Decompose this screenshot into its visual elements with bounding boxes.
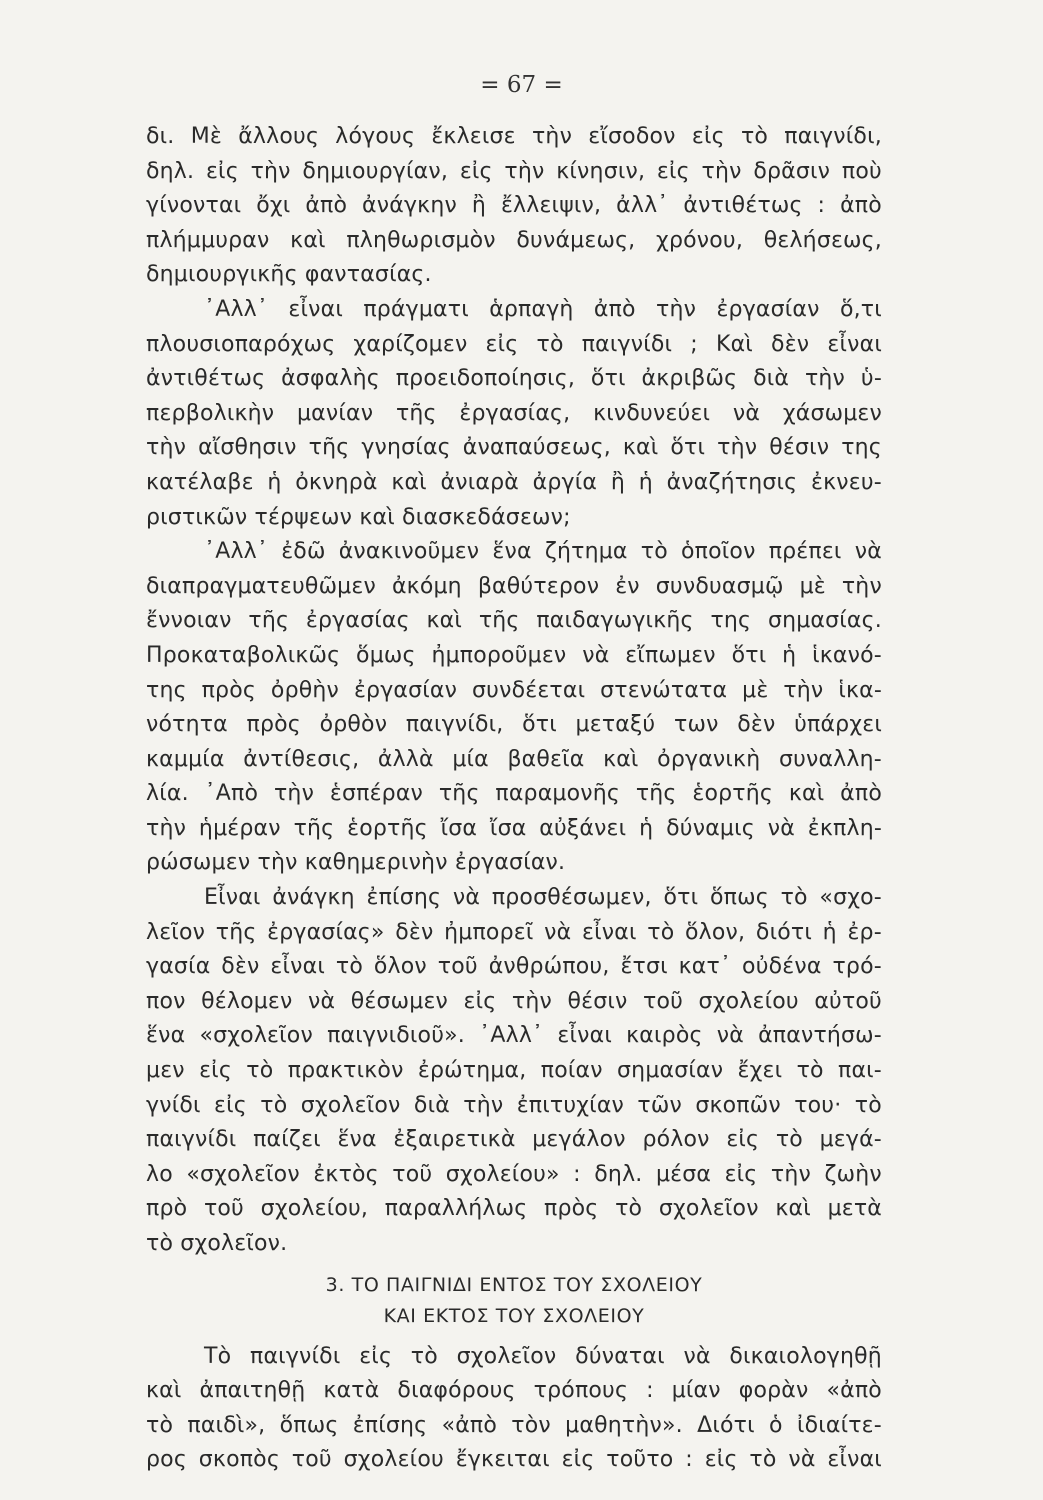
text-line: νότητα πρὸς ὀρθὸν παιγνίδι, ὅτι μεταξύ των δὲν ὑπάρχει [146,712,882,738]
text-line: ριστικῶν τέρψεων καὶ διασκεδάσεων; [146,504,571,530]
text-line: πλουσιοπαρόχως χαρίζομεν εἰς τὸ παιγνίδι ; Καὶ δὲν εἶναι [146,331,882,357]
text-line: γίνονται ὄχι ἀπὸ ἀνάγκην ἢ ἔλλειψιν, ἀλλ᾽ ἀντιθέτως : ἀπὸ [146,193,882,219]
text-line: της πρὸς ὀρθὴν ἐργασίαν συνδέεται στενώτατα μὲ τὴν ἱκα- [146,677,882,703]
text-line: γνίδι εἰς τὸ σχολεῖον διὰ τὴν ἐπιτυχίαν τῶν σκοπῶν του· τὸ [146,1092,882,1118]
section-heading-line-2: ΚΑΙ ΕΚΤΟΣ ΤΟΥ ΣΧΟΛΕΙΟΥ [383,1304,645,1327]
text-line: τὸ παιδὶ», ὅπως ἐπίσης «ἀπὸ τὸν μαθητὴν». Διότι ὁ ἰδιαίτε- [146,1412,882,1438]
text-line: πλήμμυραν καὶ πληθωρισμὸν δυνάμεως, χρόνου, θελήσεως, [146,227,882,253]
body-paragraphs [146,120,882,1262]
text-line: ἀντιθέτως ἀσφαλὴς προειδοποίησις, ὅτι ἀκριβῶς διὰ τὴν ὑ- [146,366,882,392]
text-line: λεῖον τῆς ἐργασίας» δὲν ἠμπορεῖ νὰ εἶναι τὸ ὅλον, διότι ἡ ἐρ- [146,919,882,945]
text-line: δημιουργικῆς φαντασίας. [146,262,432,288]
section-heading-line-1: 3. ΤΟ ΠΑΙΓΝΙΔΙ ΕΝΤΟΣ ΤΟΥ ΣΧΟΛΕΙΟΥ [325,1273,703,1296]
text-line: δι. Μὲ ἄλλους λόγους ἔκλεισε τὴν εἴσοδον εἰς τὸ παιγνίδι, [146,124,882,149]
text-line: ᾿Αλλ᾽ εἶναι πράγματι ἁρπαγὴ ἀπὸ τὴν ἐργασίαν ὅ,τι [204,296,882,322]
text-line: λία. ᾿Απὸ τὴν ἑσπέραν τῆς παραμονῆς τῆς ἑορτῆς καὶ ἀπὸ [146,781,882,807]
text-line: Εἶναι ἀνάγκη ἐπίσης νὰ προσθέσωμεν, ὅτι ὅπως τὸ «σχο- [204,885,882,911]
text-line: διαπραγματευθῶμεν ἀκόμη βαθύτερον ἐν συνδυασμῷ μὲ τὴν [146,573,882,599]
text-line: Τὸ παιγνίδι εἰς τὸ σχολεῖον δύναται νὰ δικαιολογηθῇ [204,1343,882,1369]
text-line: καμμία ἀντίθεσις, ἀλλὰ μία βαθεῖα καὶ ὀργανικὴ συναλλη- [146,746,882,772]
text-line: γασία δὲν εἶναι τὸ ὅλον τοῦ ἀνθρώπου, ἔτσι κατ᾽ οὐδένα τρό- [146,954,882,980]
text-line: τὴν ἡμέραν τῆς ἑορτῆς ἴσα ἴσα αὐξάνει ἡ δύναμις νὰ ἐκπλη- [146,815,882,841]
text-line: δηλ. εἰς τὴν δημιουργίαν, εἰς τὴν κίνησιν, εἰς τὴν δρᾶσιν ποὺ [146,158,882,184]
text-line: κατέλαβε ἡ ὀκνηρὰ καὶ ἀνιαρὰ ἀργία ἢ ἡ ἀναζήτησις ἐκνευ- [146,469,882,495]
text-line: καὶ ἀπαιτηθῇ κατὰ διαφόρους τρόπους : μίαν φορὰν «ἀπὸ [146,1378,882,1404]
text-line: ἔννοιαν τῆς ἐργασίας καὶ τῆς παιδαγωγικῆς της σημασίας. [146,608,882,634]
text-line: ρώσωμεν τὴν καθημερινὴν ἐργασίαν. [146,850,566,876]
page-text [146,120,882,1478]
text-line: τὸ σχολεῖον. [146,1231,288,1256]
text-line: λο «σχολεῖον ἐκτὸς τοῦ σχολείου» : δηλ. μέσα εἰς τὴν ζωὴν [146,1161,882,1187]
text-line: περβολικὴν μανίαν τῆς ἐργασίας, κινδυνεύει νὰ χάσωμεν [146,400,882,426]
text-line: πρὸ τοῦ σχολείου, παραλλήλως πρὸς τὸ σχολεῖον καὶ μετὰ [146,1196,882,1222]
text-line: τὴν αἴσθησιν τῆς γνησίας ἀναπαύσεως, καὶ ὅτι τὴν θέσιν της [146,435,882,461]
text-line: ρος σκοπὸς τοῦ σχολείου ἔγκειται εἰς τοῦτο : εἰς τὸ νὰ εἶναι [146,1447,882,1473]
section-paragraph [146,1340,882,1478]
page-number: = 67 = [480,72,563,98]
text-line: ἕνα «σχολεῖον παιγνιδιοῦ». ᾿Αλλ᾽ εἶναι καιρὸς νὰ ἀπαντήσω- [146,1023,882,1049]
text-line: ᾿Αλλ᾽ ἐδῶ ἀνακινοῦμεν ἕνα ζήτημα τὸ ὁποῖον πρέπει νὰ [204,539,882,565]
text-line: Προκαταβολικῶς ὅμως ἠμποροῦμεν νὰ εἴπωμεν ὅτι ἡ ἱκανό- [146,642,882,668]
text-line: παιγνίδι παίζει ἕνα ἐξαιρετικὰ μεγάλον ρόλον εἰς τὸ μεγά- [146,1127,882,1153]
text-line: μεν εἰς τὸ πρακτικὸν ἐρώτημα, ποίαν σημασίαν ἔχει τὸ παι- [146,1058,882,1084]
text-line: πον θέλομεν νὰ θέσωμεν εἰς τὴν θέσιν τοῦ σχολείου αὐτοῦ [146,988,882,1014]
